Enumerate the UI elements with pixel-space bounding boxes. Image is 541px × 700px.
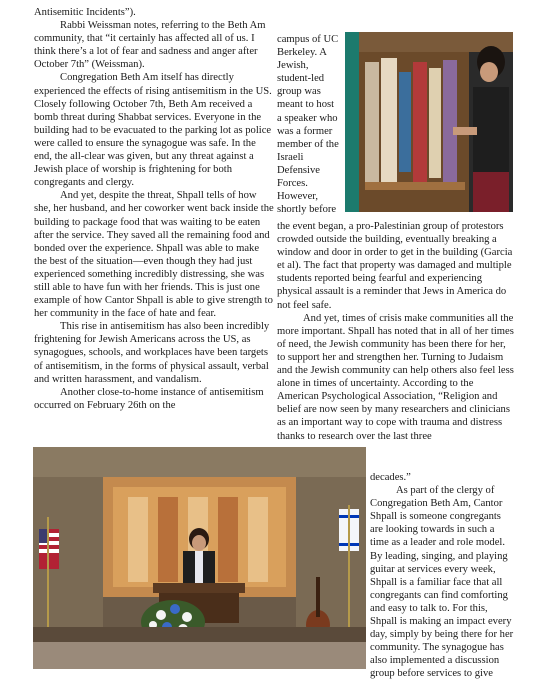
right-text-column <box>277 220 514 443</box>
paragraph: decades.” <box>370 472 411 483</box>
left-text-column <box>34 6 274 412</box>
paragraph: As part of the clergy of Congregation Beth Am, Cantor Shpall is someone congregants are looking towards in such a time as a leader and role model. By leading, singing, and playing guitar at services every week, Shpall is a familiar face that all congregants can find comforting and easy to talk to. For this, Shpall is making an impact every day, simply by being there for her community. The synagogue has also implemented a discussion group before services to give <box>370 485 514 680</box>
paragraph: And yet, times of crisis make communities all the more important. Shpall has noted that in all of her times of need, the Jewish community has been there for her, to support her and strengthen her. Turning to Judaism and the Jewish community can help others also feel less alone in times of uncertainty. According to the American Psychological Association, “Religion and belief are now seen by many researchers and clinicians as an important way to cope with trauma and distress thanks to research over the last three <box>277 312 514 442</box>
bottom-right-text-column <box>370 471 515 681</box>
middle-text-column <box>277 33 341 216</box>
paragraph: the event began, a pro-Palestinian group of protestors crowded outside the building, eventually breaking a window and door in order to get in the building (Garcia et al). The fact that property was damaged and multiple students reported being fearful and experiencing physical assault is a reminder that Jews in America do not feel safe. <box>277 221 513 311</box>
paragraph: Congregation Beth Am itself has directly experienced the effects of rising antisemitism in the US. Closely following October 7th, Beth Am received a bomb threat during Shabbat services. Everyone in the building had to be evacuated to the parking lot as police were called to ensure the synagogue was safe. In the end, the all-clear was given, but any threat against a Jewish place of worship is frightening for both congregants and clergy. <box>34 72 272 189</box>
paragraph: And yet, despite the threat, Shpall tells of how she, her husband, and her coworker went back inside the building to package food that was waiting to be eaten after the service. They saved all the remaining food and bonded over the experience. Shpall was able to make the best of the situation—even though they had just experienced something incredibly distressing, she was still able to have fun with her friends. This is just one example of how Cantor Shpall is able to give strength to her community in the face of hate and fear. <box>34 190 274 320</box>
accent-bar <box>345 32 359 212</box>
paragraph: This rise in antisemitism has also been incredibly frightening for Jewish Americans across the US, as synagogues, schools, and workplaces have been targets of antisemitism, in the forms of physical assault, verbal and written harassment, and vandalism. <box>34 321 270 385</box>
paragraph: Another close-to-home instance of antisemitism occurred on February 26th on the <box>34 386 264 411</box>
sanctuary-photo <box>33 447 366 669</box>
ark-photo <box>345 32 513 212</box>
ark-photo-illustration <box>345 32 513 212</box>
sanctuary-photo-illustration <box>33 447 366 669</box>
paragraph: campus of UC Berkeley. A Jewish, student-led group was meant to host a speaker who was a former member of the Israeli Defensive Forces. However, shortly before <box>277 34 339 216</box>
paragraph: Rabbi Weissman notes, referring to the Beth Am community, that “it certainly has affected all of us. I think there’s a lot of fear and sadness and anger after October 7th” (Weissman). <box>34 20 266 71</box>
paragraph: Antisemitic Incidents”). <box>34 7 136 18</box>
